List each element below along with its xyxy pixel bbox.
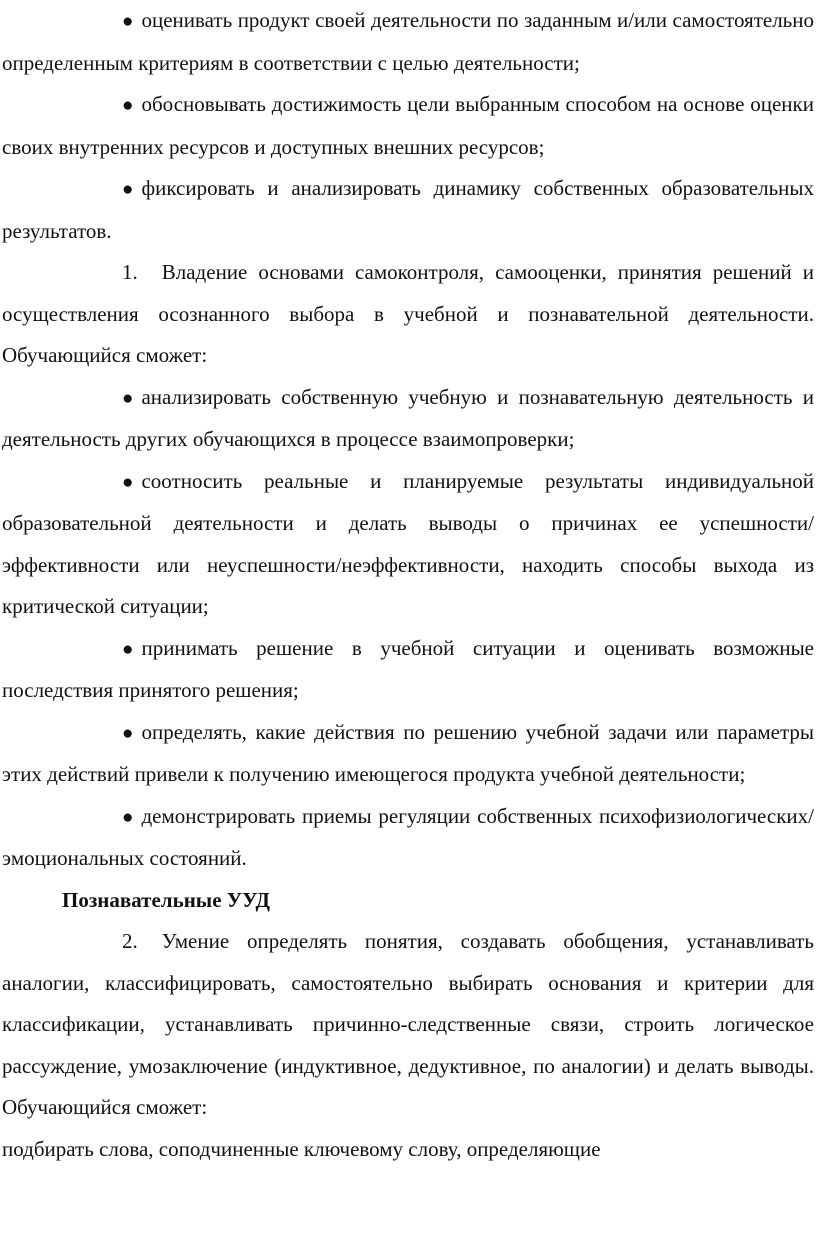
document-page bbox=[2, 0, 814, 1170]
bullet-item bbox=[2, 796, 814, 880]
bullet-marker: ● bbox=[122, 179, 134, 200]
bullet-marker: ● bbox=[122, 387, 134, 409]
bullet-marker: ● bbox=[122, 638, 134, 660]
bullet-text: обосновывать достижимость цели выбранным способом на основе оценки своих внутренних ресурсов и доступных внешних ресурсов; bbox=[2, 92, 814, 159]
bullet-text: соотносить реальные и планируемые результаты индивидуальной образовательной деятельности и делать выводы о причинах ее успешности/эффективности или неуспешности/неэффективности, находить способы выхода из критической ситуации; bbox=[2, 468, 814, 618]
bullet-text: оценивать продукт своей деятельности по заданным и/или самостоятельно определенным критериям в соответствии с целью деятельности; bbox=[2, 8, 814, 75]
bullet-marker: ● bbox=[122, 806, 134, 828]
bullet-text: принимать решение в учебной ситуации и оценивать возможные последствия принятого решения; bbox=[2, 635, 814, 702]
bullet-item bbox=[2, 377, 814, 461]
numbered-text: Умение определять понятия, создавать обобщения, устанавливать аналогии, классифицировать, самостоятельно выбирать основания и критерии для классификации, устанавливать причинно-следственные связи, строить логическое рассуждение, умозаключение (индуктивное, дедуктивное, по аналогии) и делать выводы. Обучающийся сможет: bbox=[2, 929, 814, 1119]
bullet-item bbox=[2, 168, 814, 252]
bullet-marker: ● bbox=[122, 95, 134, 116]
bullet-marker: ● bbox=[122, 471, 134, 493]
numbered-text: Владение основами самоконтроля, самооценки, принятия решений и осуществления осознанного выбора в учебной и познавательной деятельности. Обучающийся сможет: bbox=[2, 260, 814, 367]
trailing-line: подбирать слова, соподчиненные ключевому слову, определяющие bbox=[2, 1136, 601, 1161]
bullet-text: определять, какие действия по решению учебной задачи или параметры этих действий привели к получению имеющегося продукта учебной деятельности; bbox=[2, 719, 814, 786]
bullet-item bbox=[2, 461, 814, 628]
bullet-text: демонстрировать приемы регуляции собственных психофизиологических/эмоциональных состояний. bbox=[2, 803, 814, 870]
bullet-text: анализировать собственную учебную и познавательную деятельность и деятельность других обучающихся в процессе взаимопроверки; bbox=[2, 384, 814, 451]
number-marker: 1. bbox=[122, 260, 138, 284]
section-heading: Познавательные УУД bbox=[62, 887, 270, 912]
bullet-item bbox=[2, 0, 814, 84]
bullet-marker: ● bbox=[122, 722, 134, 744]
bullet-marker: ● bbox=[122, 11, 134, 32]
numbered-item bbox=[2, 921, 814, 1129]
bullet-item bbox=[2, 84, 814, 168]
number-marker: 2. bbox=[122, 929, 138, 953]
bullet-item bbox=[2, 628, 814, 712]
bullet-text: фиксировать и анализировать динамику собственных образовательных результатов. bbox=[2, 176, 814, 243]
bullet-item bbox=[2, 712, 814, 796]
numbered-item bbox=[2, 252, 814, 377]
